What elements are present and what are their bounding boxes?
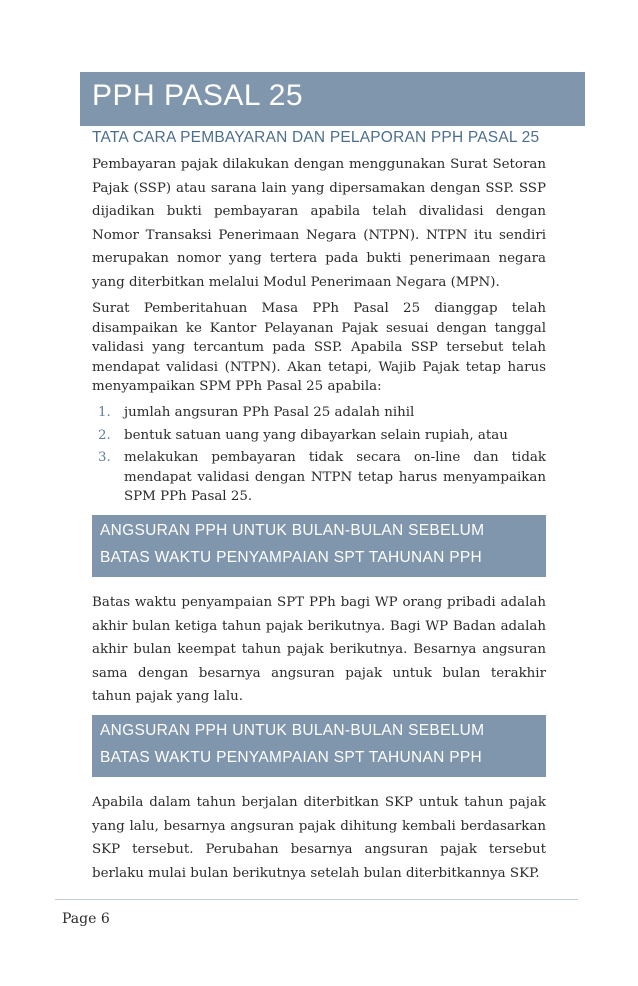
footer-divider [55,899,578,900]
section-heading-line: BATAS WAKTU PENYAMPAIAN SPT TAHUNAN PPH [100,749,483,766]
list-text: melakukan pembayaran tidak secara on-line dan tidak mendapat validasi dengan NTPN tetap harus menyampaikan SPM PPh Pasal 25. [124,450,546,505]
section-heading-line: ANGSURAN PPH UNTUK BULAN-BULAN SEBELUM [100,722,485,739]
list-number: 3. [98,450,111,466]
list-item [92,426,546,446]
paragraph-skp: Apabila dalam tahun berjalan diterbitkan SKP untuk tahun pajak yang lalu, besarnya angsuran pajak dihitung kembali berdasarkan SKP tersebut. Perubahan besarnya angsuran pajak tersebut berlaku mulai bulan berikutnya setelah bulan diterbitkannya SKP. [92,795,546,881]
title-banner [80,72,585,126]
paragraph-deadline: Batas waktu penyampaian SPT PPh bagi WP orang pribadi adalah akhir bulan ketiga tahun pajak berikutnya. Bagi WP Badan adalah akhir bulan keempat tahun pajak berikutnya. Besarnya angsuran sama dengan besarnya angsuran pajak untuk bulan terakhir tahun pajak yang lalu. [92,595,546,705]
page-number: Page 6 [62,911,110,927]
list-number: 1. [98,405,111,420]
section-heading-line: ANGSURAN PPH UNTUK BULAN-BULAN SEBELUM [100,522,485,539]
section-heading-line: BATAS WAKTU PENYAMPAIAN SPT TAHUNAN PPH [100,549,483,566]
list-item [92,448,546,507]
list-number: 2. [98,427,111,443]
conditions-list [92,403,546,510]
page-title: PPH PASAL 25 [92,79,304,112]
list-item [92,403,546,423]
paragraph-notification: Surat Pemberitahuan Masa PPh Pasal 25 dianggap telah disampaikan ke Kantor Pelayanan Pajak sesuai dengan tanggal validasi yang tercantum pada SSP. Apabila SSP tersebut telah mendapat validasi (NTPN). Akan tetapi, Wajib Pajak tetap harus menyampaikan SPM PPh Pasal 25 apabila: [92,301,546,395]
paragraph-payment: Pembayaran pajak dilakukan dengan menggunakan Surat Setoran Pajak (SSP) atau sarana lain yang dipersamakan dengan SSP. SSP dijadikan bukti pembayaran apabila telah divalidasi dengan Nomor Transaksi Penerimaan Negara (NTPN). NTPN itu sendiri merupakan nomor yang tertera pada bukti penerimaan negara yang diterbitkan melalui Modul Penerimaan Negara (MPN). [92,157,546,290]
list-text: jumlah angsuran PPh Pasal 25 adalah nihil [124,405,415,420]
section-subtitle: TATA CARA PEMBAYARAN DAN PELAPORAN PPH PASAL 25 [92,129,540,146]
list-text: bentuk satuan uang yang dibayarkan selain rupiah, atau [124,427,508,443]
section-heading-box [92,715,546,777]
section-heading-box [92,515,546,577]
